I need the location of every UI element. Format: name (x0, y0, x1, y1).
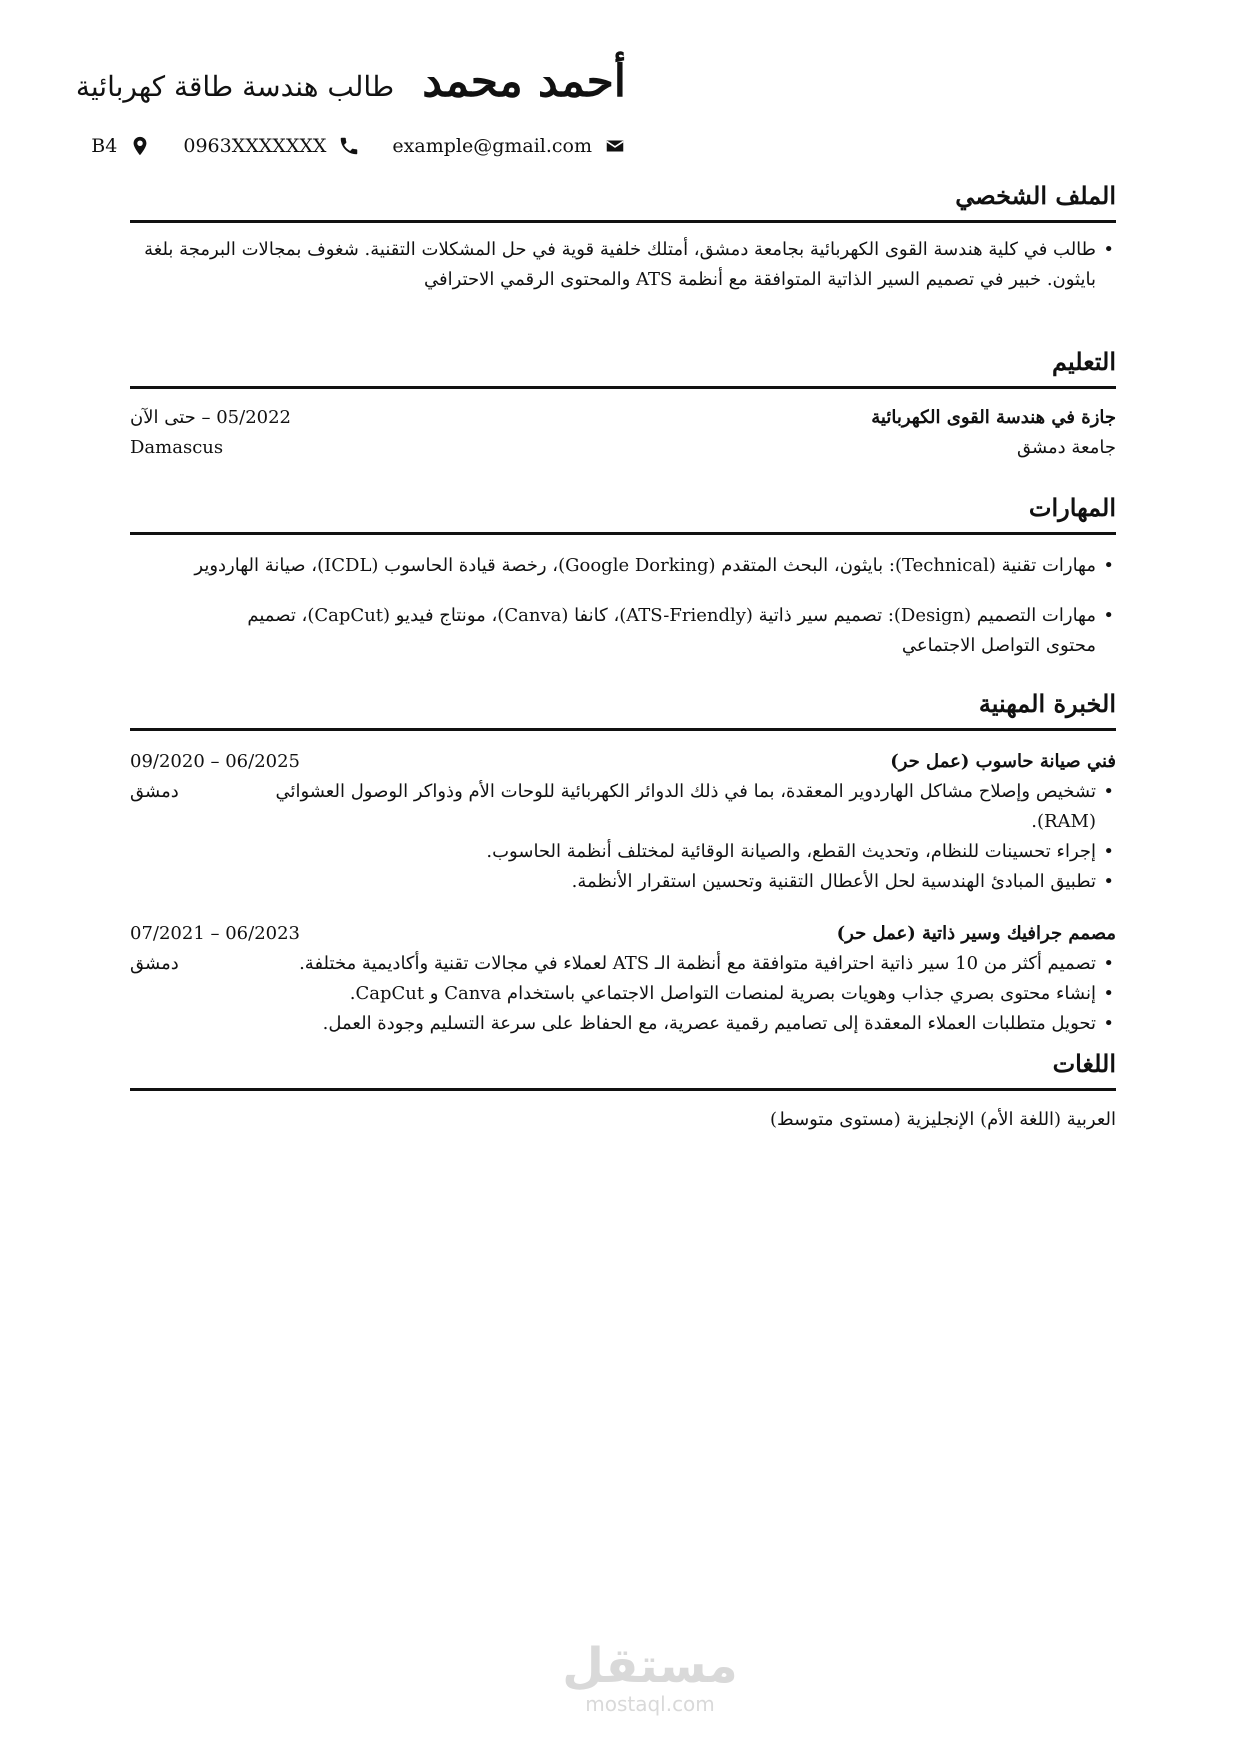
section-divider (130, 532, 1116, 535)
contact-email (392, 135, 626, 157)
job-entry (130, 747, 1116, 897)
profile-section (130, 178, 1116, 295)
job-city: دمشق (130, 953, 179, 974)
job-bullet: • تحويل متطلبات العملاء المعقدة إلى تصاميم رقمية عصرية، مع الحفاظ على سرعة التسليم وجودة العمل. (270, 1009, 1116, 1039)
skills-section (130, 490, 1116, 661)
skills-heading: المهارات (1028, 493, 1116, 522)
degree-name: جازة في هندسة القوى الكهربائية (871, 407, 1116, 428)
profile-heading: الملف الشخصي (955, 181, 1116, 210)
job-dates: 09/2020 – 06/2025 (130, 751, 300, 772)
phone-icon (338, 135, 360, 157)
candidate-name: أحمد محمد (422, 56, 626, 107)
job-city: دمشق (130, 781, 179, 802)
job-bullet: • تصميم أكثر من 10 سير ذاتية احترافية متوافقة مع أنظمة الـ ATS لعملاء في مجالات تقنية وأكاديمية مختلفة. (270, 949, 1116, 979)
school-name: جامعة دمشق (1016, 437, 1116, 458)
section-divider (130, 386, 1116, 389)
email-text: example@gmail.com (392, 135, 592, 157)
section-divider (130, 220, 1116, 223)
contact-row (91, 135, 626, 157)
languages-text: العربية (اللغة الأم) الإنجليزية (مستوى متوسط) (769, 1109, 1116, 1130)
candidate-title: طالب هندسة طاقة كهربائية (75, 70, 395, 103)
education-heading: التعليم (1052, 347, 1116, 376)
job-bullet: • إنشاء محتوى بصري جذاب وهويات بصرية لمنصات التواصل الاجتماعي باستخدام Canva و CapCut. (270, 979, 1116, 1009)
job-dates: 07/2021 – 06/2023 (130, 923, 300, 944)
skills-list (130, 551, 1116, 661)
watermark (540, 1640, 760, 1716)
job-title: مصمم جرافيك وسير ذاتية (عمل حر) (836, 923, 1116, 944)
education-entry (130, 403, 1116, 463)
watermark-site: mostaql.com (585, 1692, 715, 1716)
job-entry (130, 919, 1116, 1039)
experience-section (130, 686, 1116, 1039)
job-bullet: • إجراء تحسينات للنظام، وتحديث القطع، والصيانة الوقائية لمختلف أنظمة الحاسوب. (270, 837, 1116, 867)
header-name-row (76, 56, 626, 107)
job-bullets (270, 777, 1116, 897)
skill-item: • مهارات التصميم (Design): تصميم سير ذاتية (ATS-Friendly)، كانفا (Canva)، مونتاج فيديو (CapCut)، تصميم محتوى التواصل الاجتماعي (130, 601, 1116, 661)
languages-heading: اللغات (1052, 1049, 1116, 1078)
contact-phone (183, 135, 360, 157)
education-dates: 05/2022 – حتى الآن (130, 407, 291, 428)
contact-location (91, 135, 151, 157)
phone-text: 0963XXXXXXX (183, 135, 327, 157)
location-pin-icon (129, 135, 151, 157)
job-bullet: • تطبيق المبادئ الهندسية لحل الأعطال التقنية وتحسين استقرار الأنظمة. (270, 867, 1116, 897)
section-divider (130, 1088, 1116, 1091)
profile-list (130, 235, 1116, 295)
profile-text: • طالب في كلية هندسة القوى الكهربائية بجامعة دمشق، أمتلك خلفية قوية في حل المشكلات التقنية. شغوف بمجالات البرمجة بلغة بايثون. خبير في تصميم السير الذاتية المتوافقة مع أنظمة ATS والمحتوى الرقمي الاحترافي (130, 235, 1116, 295)
skill-item: • مهارات تقنية (Technical): بايثون، البحث المتقدم (Google Dorking)، رخصة قيادة الحاسوب (ICDL)، صيانة الهاردوير (130, 551, 1116, 581)
job-bullet: • تشخيص وإصلاح مشاكل الهاردوير المعقدة، بما في ذلك الدوائر الكهربائية للوحات الأم وذواكر الوصول العشوائي (RAM). (270, 777, 1116, 837)
job-bullets (270, 949, 1116, 1039)
job-title: فني صيانة حاسوب (عمل حر) (890, 751, 1116, 772)
location-text: B4 (91, 135, 118, 157)
experience-heading: الخبرة المهنية (978, 689, 1116, 718)
education-section (130, 344, 1116, 463)
languages-section (130, 1046, 1116, 1135)
section-divider (130, 728, 1116, 731)
mail-icon (604, 135, 626, 157)
watermark-logo: مستقل (562, 1638, 738, 1694)
cv-page (75, 0, 1116, 1754)
education-city: Damascus (130, 437, 224, 458)
